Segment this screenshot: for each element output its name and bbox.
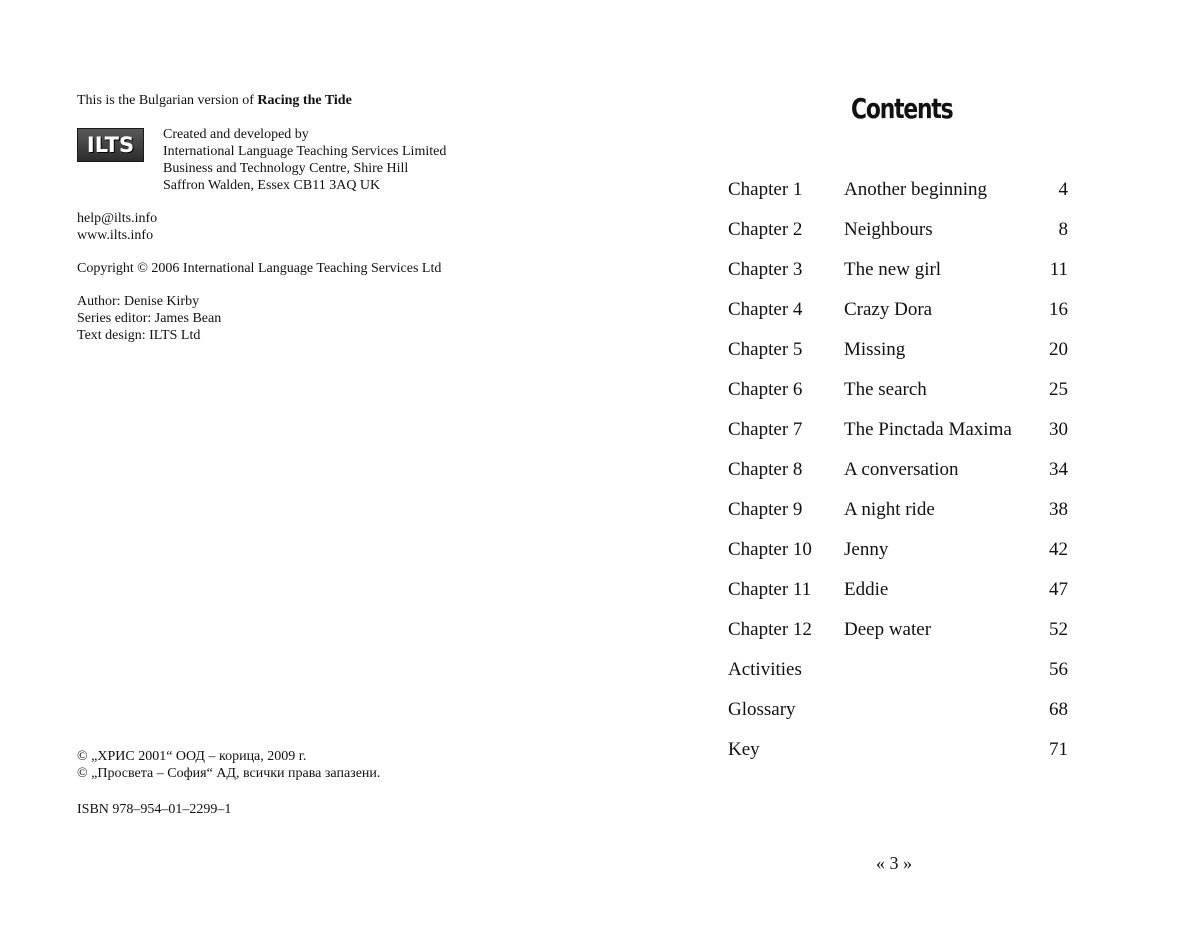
toc-chapter: Chapter 5 (728, 339, 803, 360)
toc-title: The new girl (844, 259, 942, 280)
page-number: « 3 » (876, 853, 912, 873)
toc-row (728, 731, 1068, 771)
toc-chapter: Chapter 1 (728, 179, 803, 200)
text-design-line: Text design: ILTS Ltd (77, 328, 201, 343)
contents-heading: Contents (851, 92, 953, 125)
copyright-line: Copyright © 2006 International Language Teaching Services Ltd (77, 261, 442, 276)
toc-chapter: Chapter 7 (728, 419, 803, 440)
toc-row (728, 371, 1068, 411)
toc-chapter: Chapter 6 (728, 379, 803, 400)
toc-page: 56 (1049, 659, 1068, 680)
toc-page: 68 (1049, 699, 1068, 720)
toc-row (728, 571, 1068, 611)
created-line: Saffron Walden, Essex CB11 3AQ UK (163, 178, 381, 193)
rights-copyright: © „Просвета – София“ АД, всички права запазени. (77, 766, 381, 781)
book-title: Racing the Tide (257, 93, 352, 108)
series-editor-line: Series editor: James Bean (77, 311, 222, 326)
toc-section: Activities (728, 659, 802, 680)
toc-chapter: Chapter 12 (728, 619, 812, 640)
toc-title: Eddie (844, 579, 889, 600)
toc-title: A night ride (844, 499, 935, 520)
toc-page: 38 (1049, 499, 1068, 520)
toc-page: 47 (1049, 579, 1068, 600)
toc-chapter: Chapter 11 (728, 579, 812, 600)
toc-row (728, 331, 1068, 371)
created-line: Business and Technology Centre, Shire Hill (163, 161, 409, 176)
cover-copyright: © „ХРИС 2001“ ООД – корица, 2009 г. (77, 749, 307, 764)
toc-page: 71 (1049, 739, 1068, 760)
toc-title: Crazy Dora (844, 299, 933, 320)
toc-page: 8 (1058, 219, 1068, 240)
created-line: Created and developed by (163, 127, 309, 142)
toc-chapter: Chapter 2 (728, 219, 803, 240)
toc-title: Missing (844, 339, 906, 360)
version-line (77, 92, 352, 109)
toc-page: 4 (1058, 179, 1068, 200)
toc-row (728, 171, 1068, 211)
publisher-address (163, 126, 446, 194)
toc-page: 16 (1049, 299, 1068, 320)
toc-page: 20 (1049, 339, 1068, 360)
logo-text: ILTS (86, 133, 135, 157)
created-line: International Language Teaching Services Limited (163, 144, 447, 159)
toc-row (728, 411, 1068, 451)
toc-row (728, 611, 1068, 651)
toc-row (728, 491, 1068, 531)
isbn: ISBN 978–954–01–2299–1 (77, 802, 232, 817)
toc-row (728, 211, 1068, 251)
version-prefix: This is the Bulgarian version of (77, 93, 258, 108)
toc-title: Deep water (844, 619, 932, 640)
toc-chapter: Chapter 9 (728, 499, 803, 520)
toc-title: Neighbours (844, 219, 933, 240)
website: www.ilts.info (77, 228, 154, 243)
toc-chapter: Chapter 4 (728, 299, 803, 320)
toc-page: 11 (1049, 259, 1068, 280)
toc-page: 25 (1049, 379, 1068, 400)
toc-chapter: Chapter 3 (728, 259, 803, 280)
author-line: Author: Denise Kirby (77, 294, 200, 309)
toc-page: 34 (1049, 459, 1068, 480)
toc-row (728, 651, 1068, 691)
toc-row (728, 251, 1068, 291)
toc-title: Another beginning (844, 179, 988, 200)
toc-page: 30 (1049, 419, 1068, 440)
email: help@ilts.info (77, 211, 158, 226)
right-page (600, 0, 1200, 931)
toc-section: Key (728, 739, 760, 760)
toc-row (728, 531, 1068, 571)
toc-title: The Pinctada Maxima (844, 419, 1012, 440)
toc-page: 42 (1049, 539, 1068, 560)
table-of-contents (728, 171, 1068, 771)
toc-title: A conversation (844, 459, 959, 480)
toc-row (728, 691, 1068, 731)
toc-chapter: Chapter 8 (728, 459, 803, 480)
toc-title: The search (844, 379, 927, 400)
toc-row (728, 451, 1068, 491)
toc-row (728, 291, 1068, 331)
ilts-logo (77, 128, 144, 162)
toc-page: 52 (1049, 619, 1068, 640)
toc-title: Jenny (844, 539, 889, 560)
toc-section: Glossary (728, 699, 796, 720)
toc-chapter: Chapter 10 (728, 539, 812, 560)
